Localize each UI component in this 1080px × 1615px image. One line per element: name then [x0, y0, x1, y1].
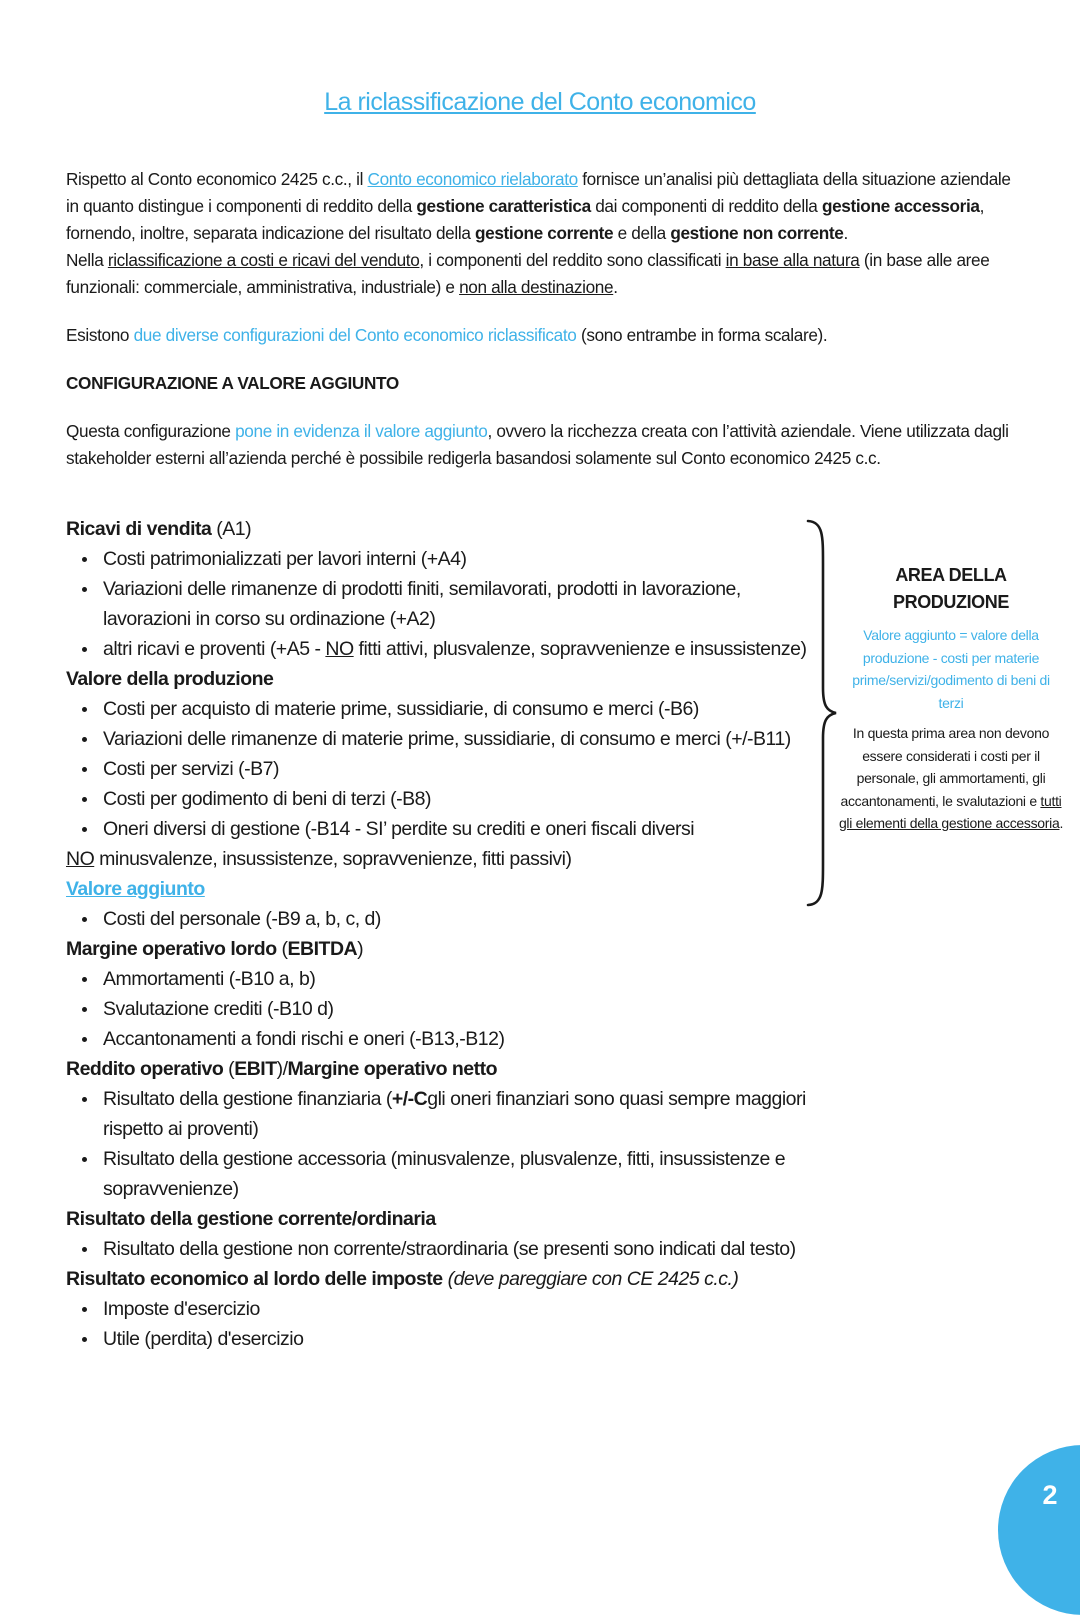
list-item: Costi per acquisto di materie prime, sussidiarie, di consumo e merci (-B6) [103, 694, 826, 724]
heading-italic: (deve pareggiare con CE 2425 c.c.) [447, 1268, 739, 1290]
area-produzione-note [838, 562, 1064, 835]
item-bold: +/-C [391, 1088, 428, 1110]
heading-bold: Risultato della gestione corrente/ordinaria [66, 1208, 436, 1230]
income-statement-schema [66, 514, 826, 1354]
list-item: Risultato della gestione non corrente/straordinaria (se presenti sono indicati dal testo) [103, 1234, 826, 1264]
list-item: Ammortamenti (-B10 a, b) [103, 964, 826, 994]
item-text: altri ricavi e proventi (+A5 - [103, 638, 326, 660]
heading-bold: Risultato economico al lordo delle imposte [66, 1268, 443, 1290]
reddito-operativo-heading [66, 1054, 826, 1084]
list [66, 904, 826, 934]
list [66, 1234, 826, 1264]
ricavi-heading [66, 514, 826, 544]
list-item: Risultato della gestione accessoria (minusvalenze, plusvalenze, fitti, insussistenze e sopravvenienze) [103, 1144, 826, 1204]
intro-text: . [613, 277, 618, 297]
list-item: Variazioni delle rimanenze di prodotti finiti, semilavorati, prodotti in lavorazione, lavorazioni in corso su ordinazione (+A2) [103, 574, 826, 634]
note-text: In questa prima area non devono essere considerati i costi per il personale, gli ammortamenti, gli accantonamenti, le svalutazioni e [840, 725, 1050, 809]
item-text: Risultato della gestione finanziaria ( [103, 1088, 392, 1110]
sentence-text: Esistono [66, 325, 134, 345]
bold-term: gestione non corrente [670, 223, 844, 243]
item-no: NO [66, 848, 95, 870]
underlined-term: in base alla natura [725, 250, 860, 270]
heading-text: ) [357, 938, 364, 960]
heading-text: ( [223, 1058, 235, 1080]
valore-aggiunto-heading [66, 874, 826, 904]
list-item [103, 1084, 826, 1144]
heading-text: )/ [276, 1058, 288, 1080]
item-text: gli oneri finanziari sono quasi sempre maggiori rispetto ai proventi) [103, 1088, 806, 1140]
valore-aggiunto-formula: Valore aggiunto = valore della produzione - costi per materie prime/servizi/godimento di beni di terzi [852, 627, 1050, 711]
sentence-text: , ovvero la ricchezza creata con l’attività aziendale. Viene utilizzata dagli stakeholder esterni all’azienda perché è possibile redigerla basandosi solamente sul Conto economico 2425 c.c. [66, 421, 1009, 468]
heading-bold: Valore della produzione [66, 668, 274, 690]
list-item: Costi del personale (-B9 a, b, c, d) [103, 904, 826, 934]
intro-text: Rispetto al Conto economico 2425 c.c., il [66, 169, 368, 189]
bold-term: gestione corrente [474, 223, 614, 243]
area-title: AREA DELLA PRODUZIONE [892, 565, 1009, 612]
bold-term: gestione accessoria [821, 196, 980, 216]
intro-text: dai componenti di reddito della [590, 196, 822, 216]
item-no: NO [325, 638, 354, 660]
page-number: 2 [1042, 1480, 1058, 1510]
item-text: minusvalenze, insussistenze, sopravvenienze, fitti passivi) [94, 848, 572, 870]
intro-text: , fornendo, inoltre, separata indicazione del risultato della [66, 196, 985, 243]
intro-paragraph [66, 166, 1026, 301]
sentence-text: (sono entrambe in forma scalare). [576, 325, 828, 345]
heading-bold: Margine operativo lordo [66, 938, 277, 960]
page-corner-badge [998, 1445, 1080, 1615]
bold-term: gestione caratteristica [416, 196, 591, 216]
sentence-text: Questa configurazione [66, 421, 236, 441]
underlined-term: non alla destinazione [459, 277, 614, 297]
highlight-text: due diverse configurazioni del Conto economico riclassificato [133, 325, 577, 345]
note-text: . [1059, 815, 1064, 831]
list-item: Variazioni delle rimanenze di materie prime, sussidiarie, di consumo e merci (+/-B11) [103, 724, 826, 754]
intro-text: , i componenti del reddito sono classificati [419, 250, 726, 270]
list [66, 694, 826, 844]
list [66, 544, 826, 664]
list-item: Imposte d'esercizio [103, 1294, 826, 1324]
area-note [838, 722, 1064, 835]
list-item: Svalutazione crediti (-B10 d) [103, 994, 826, 1024]
intro-text: . [843, 223, 848, 243]
highlight-text: pone in evidenza il valore aggiunto [235, 421, 488, 441]
intro-text: fornisce un’analisi più dettagliata della situazione aziendale in quanto distingue i componenti di reddito della [66, 169, 1011, 216]
list-item: Costi per godimento di beni di terzi (-B8) [103, 784, 826, 814]
intro-text: Nella [66, 250, 108, 270]
list-item: Costi patrimonializzati per lavori interni (+A4) [103, 544, 826, 574]
intro-text: e della [613, 223, 671, 243]
valore-aggiunto-description [66, 418, 1026, 472]
list [66, 1294, 826, 1354]
heading-bold: EBIT [234, 1058, 277, 1080]
lordo-imposte-heading [66, 1264, 826, 1294]
heading-text: (A1) [211, 518, 252, 540]
intro-text: (in base alle aree funzionali: commerciale, amministrativa, industriale) e [66, 250, 990, 297]
note-underlined: tutti gli elementi della gestione accessoria [838, 792, 1062, 831]
list-item [103, 634, 826, 664]
heading-text: ( [276, 938, 288, 960]
mol-heading [66, 934, 826, 964]
page-title: La riclassificazione del Conto economico [324, 88, 756, 116]
no-line [66, 844, 826, 874]
gestione-corrente-heading [66, 1204, 826, 1234]
conto-rielaborato-link[interactable]: Conto economico rielaborato [367, 169, 578, 189]
heading-bold: Reddito operativo [66, 1058, 224, 1080]
list-item: Utile (perdita) d'esercizio [103, 1324, 826, 1354]
valore-produzione-heading [66, 664, 826, 694]
list [66, 964, 826, 1054]
list-item: Oneri diversi di gestione (-B14 - SI’ perdite su crediti e oneri fiscali diversi [103, 814, 826, 844]
underlined-term: riclassificazione a costi e ricavi del venduto [107, 250, 420, 270]
heading-bold: Margine operativo netto [287, 1058, 498, 1080]
valore-aggiunto-link[interactable]: Valore aggiunto [66, 878, 205, 900]
list-item: Costi per servizi (-B7) [103, 754, 826, 784]
list [66, 1084, 826, 1204]
configurations-sentence [66, 322, 1026, 349]
heading-bold: Ricavi di vendita [66, 518, 212, 540]
heading-bold: EBITDA [287, 938, 358, 960]
section-heading: CONFIGURAZIONE A VALORE AGGIUNTO [66, 373, 399, 393]
list-item: Accantonamenti a fondi rischi e oneri (-B13,-B12) [103, 1024, 826, 1054]
item-text: fitti attivi, plusvalenze, sopravvenienze e insussistenze) [353, 638, 807, 660]
